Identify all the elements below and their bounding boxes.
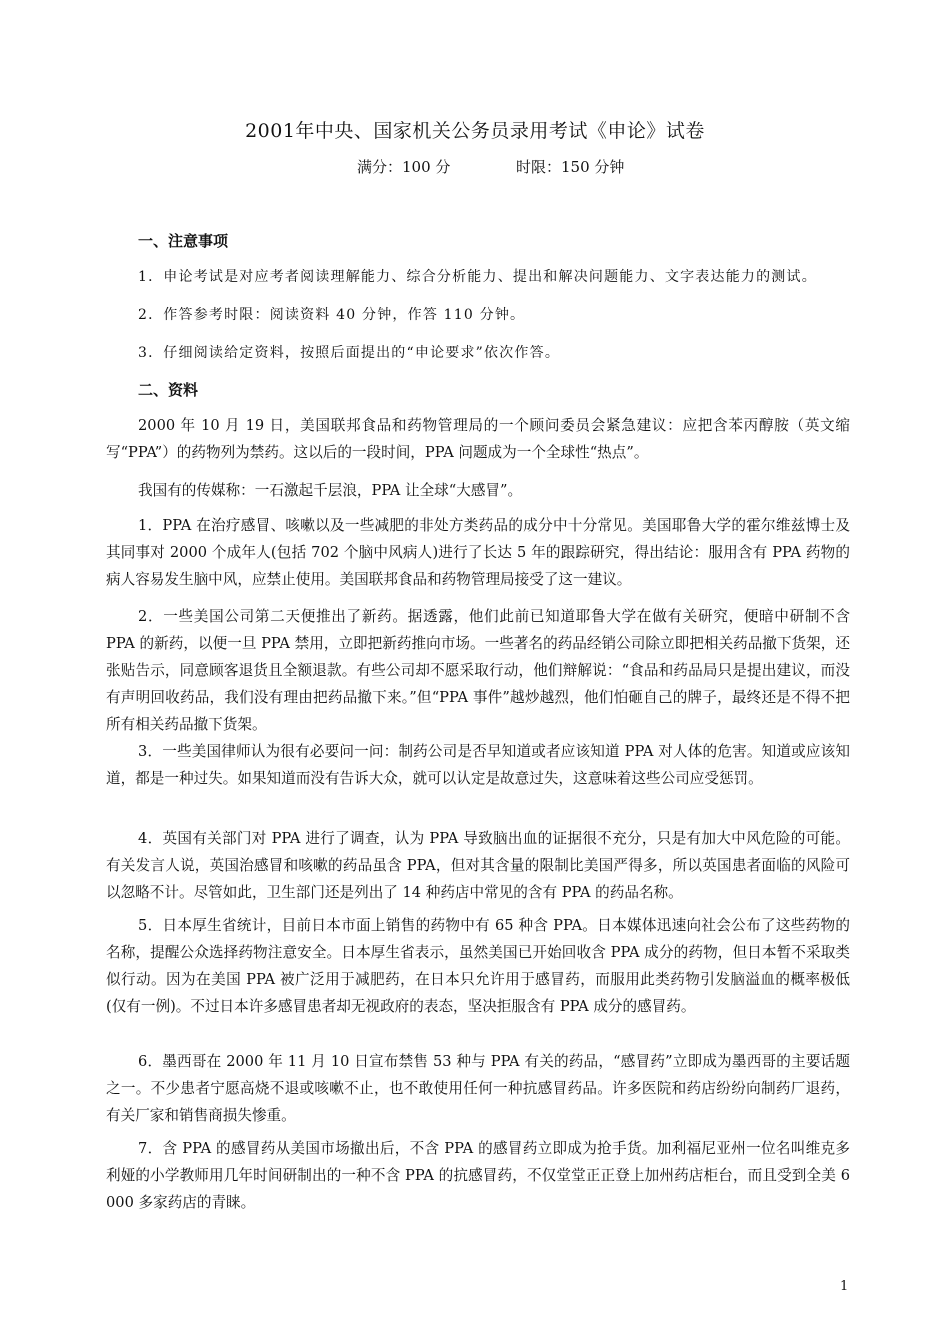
time-limit: 时限：150 分钟 bbox=[516, 158, 625, 176]
note-item: 1．申论考试是对应考者阅读理解能力、综合分析能力、提出和解决问题能力、文字表达能力的测试。 bbox=[138, 269, 817, 285]
material-paragraph: 7．含 PPA 的感冒药从美国市场撤出后，不含 PPA 的感冒药立即成为抢手货。加利福尼亚州一位名叫维克多利娅的小学教师用几年时间研制出的一种不含 PPA 的抗感冒药，不仅堂堂正正登上加州药店柜台，而且受到全美 6 000 多家药店的青睐。 bbox=[106, 1140, 850, 1211]
material-paragraph: 1．PPA 在治疗感冒、咳嗽以及一些减肥的非处方类药品的成分中十分常见。美国耶鲁大学的霍尔维兹博士及其同事对 2000 个成年人(包括 702 个脑中风病人)进行了长达 5 年的跟踪研究，得出结论：服用含有 PPA 药物的病人容易发生脑中风，应禁止使用。美国联邦食品和药物管理局接受了这一建议。 bbox=[106, 517, 850, 588]
material-paragraph: 6．墨西哥在 2000 年 11 月 10 日宣布禁售 53 种与 PPA 有关的药品，“感冒药”立即成为墨西哥的主要话题之一。不少患者宁愿高烧不退或咳嗽不止，也不敢使用任何一种抗感冒药品。许多医院和药店纷纷向制药厂退药，有关厂家和销售商损失惨重。 bbox=[106, 1053, 850, 1124]
note-item: 2．作答参考时限：阅读资料 40 分钟，作答 110 分钟。 bbox=[138, 307, 526, 323]
material-paragraph: 3．一些美国律师认为很有必要问一问：制药公司是否早知道或者应该知道 PPA 对人体的危害。知道或应该知道，都是一种过失。如果知道而没有告诉大众，就可以认定是故意过失，这意味着这些公司应受惩罚。 bbox=[106, 743, 850, 787]
page-number: 1 bbox=[840, 1279, 849, 1294]
note-item: 3．仔细阅读给定资料，按照后面提出的“申论要求”依次作答。 bbox=[138, 345, 561, 361]
material-paragraph: 2．一些美国公司第二天便推出了新药。据透露，他们此前已知道耶鲁大学在做有关研究，便暗中研制不含 PPA 的新药，以便一旦 PPA 禁用，立即把新药推向市场。一些著名的药品经销公司除立即把相关药品撤下货架，还张贴告示，同意顾客退货且全额退款。有些公司却不愿采取行动，他们辩解说：“食品和药品局只是提出建议，而没有声明回收药品，我们没有理由把药品撤下来。”但“PPA 事件”越炒越烈，他们怕砸自己的牌子，最终还是不得不把所有相关药品撤下货架。 bbox=[106, 608, 850, 733]
page-title: 2001年中央、国家机关公务员录用考试《申论》试卷 bbox=[245, 120, 705, 142]
material-paragraph: 我国有的传媒称：一石激起千层浪，PPA 让全球“大感冒”。 bbox=[138, 482, 523, 499]
full-score: 满分：100 分 bbox=[357, 158, 451, 176]
material-paragraph: 5．日本厚生省统计，目前日本市面上销售的药物中有 65 种含 PPA。日本媒体迅速向社会公布了这些药物的名称，提醒公众选择药物注意安全。日本厚生省表示，虽然美国已开始回收含 PPA 成分的药物，但日本暂不采取类似行动。因为在美国 PPA 被广泛用于减肥药，在日本只允许用于感冒药，而服用此类药物引发脑溢血的概率极低(仅有一例)。不过日本许多感冒患者却无视政府的表态，坚决拒服含有 PPA 成分的感冒药。 bbox=[106, 917, 850, 1015]
section-heading-notes: 一、注意事项 bbox=[138, 232, 229, 250]
section-heading-materials: 二、资料 bbox=[138, 381, 199, 399]
material-paragraph: 2000 年 10 月 19 日，美国联邦食品和药物管理局的一个顾问委员会紧急建议：应把含苯丙醇胺（英文缩写“PPA”）的药物列为禁药。这以后的一段时间，PPA 问题成为一个全球性“热点”。 bbox=[106, 417, 850, 461]
material-paragraph: 4．英国有关部门对 PPA 进行了调查，认为 PPA 导致脑出血的证据很不充分，只是有加大中风危险的可能。有关发言人说，英国治感冒和咳嗽的药品虽含 PPA，但对其含量的限制比美国严得多，所以英国患者面临的风险可以忽略不计。尽管如此，卫生部门还是列出了 14 种药店中常见的含有 PPA 的药品名称。 bbox=[106, 830, 850, 901]
